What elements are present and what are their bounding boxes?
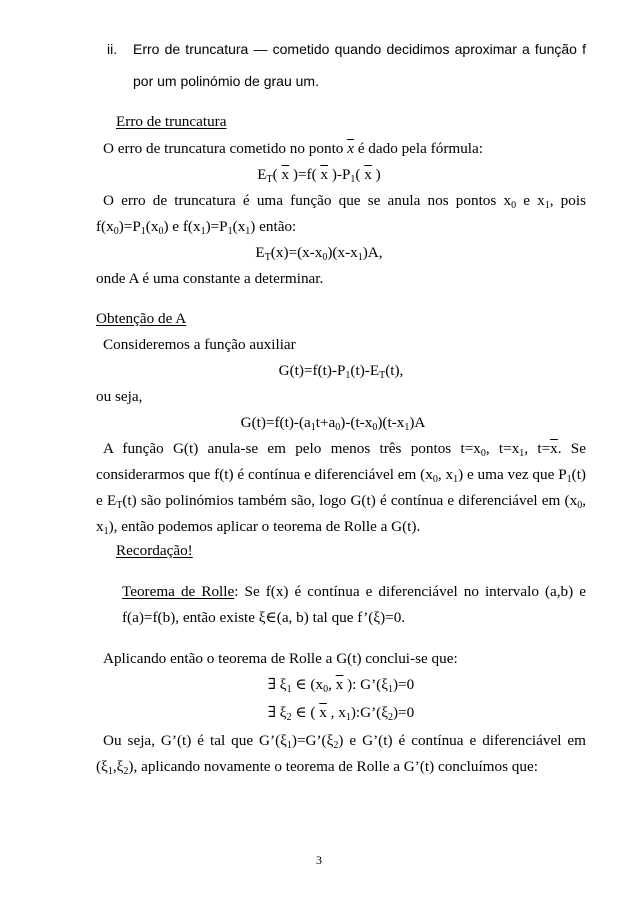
formula-a: $E_T(x)=(x-x_0)(x-x_1)A$, <box>255 244 383 263</box>
exists-1: ∃ $\xi_1$ ∈ ($x_0$, $\overline{x}$ ): $G’(\xi_1)=0$ <box>267 676 415 695</box>
rolle-line2: f(a)=f(b), então existe ξ∈(a, b) tal que f’(ξ)=0. <box>122 609 406 626</box>
rolle-line1: Teorema de Rolle: Se f(x) é contínua e diferenciável no intervalo (a,b) e <box>122 583 586 600</box>
erro-intro: O erro de truncatura cometido no ponto $\overline{x}$ é dado pela fórmula: <box>103 140 483 157</box>
erro-para-line2: $f(x_0)=P_1(x_0)$ e $f(x_1)=P_1(x_1)$ então: <box>96 218 297 237</box>
obtencao-para-line4: $x_1$), então podemos aplicar o teorema de Rolle a G(t). <box>96 518 421 537</box>
item-marker: ii. <box>107 41 118 57</box>
obtencao-para-line3: e $E_T(t)$ são polinómios também são, logo G(t) é contínua e diferenciável em ($x_0$, <box>96 492 586 511</box>
obtencao-para-line1: A função G(t) anula-se em pelo menos três pontos $t=x_0$, $t=x_1$, $t=\overline{x}$. Se <box>103 440 586 459</box>
erro-para-line1: O erro de truncatura é uma função que se anula nos pontos $x_0$ e $x_1$, pois <box>103 192 586 211</box>
formula-g: $G(t)=f(t)-P_1(t)-E_T(t)$, <box>278 362 404 381</box>
erro-closing: onde A é uma constante a determinar. <box>96 270 324 287</box>
obtencao-intro: Consideremos a função auxiliar <box>103 336 296 353</box>
aplicacao-para-line1: Ou seja, G’(t) é tal que $G’(\xi_1)=G’(\xi_2)$ e G’(t) é contínua e diferenciável em <box>103 732 586 751</box>
page-number: 3 <box>316 853 322 867</box>
formula-et: $E_T$( $\overline{x}$ )=f( $\overline{x}$ )$-P_1$( $\overline{x}$ ) <box>257 166 381 185</box>
item-ii-line2: por um polinómio de grau um. <box>133 73 319 89</box>
ou-seja: ou seja, <box>96 388 143 405</box>
item-ii-line1: Erro de truncatura — cometido quando decidimos aproximar a função f <box>133 41 586 57</box>
exists-2: ∃ $\xi_2$ ∈ ( $\overline{x}$ , $x_1):G’(\xi_2)=0$ <box>267 704 415 723</box>
obtencao-para-line2: considerarmos que f(t) é contínua e diferenciável em ($x_0$, $x_1$) e uma vez que $P_1(t)$ <box>96 466 586 485</box>
section-heading-erro: Erro de truncatura <box>116 113 227 130</box>
aplicacao-intro: Aplicando então o teorema de Rolle a G(t) conclui-se que: <box>103 650 458 667</box>
aplicacao-para-line2: $(\xi_1,\xi_2)$, aplicando novamente o teorema de Rolle a G’(t) concluímos que: <box>96 758 538 777</box>
recordacao-heading: Recordação! <box>116 542 193 559</box>
section-heading-obtencao: Obtenção de A <box>96 310 187 327</box>
formula-g2: $G(t)=f(t)-(a_1t+a_0)-(t-x_0)(t-x_1)A$ <box>240 414 426 433</box>
